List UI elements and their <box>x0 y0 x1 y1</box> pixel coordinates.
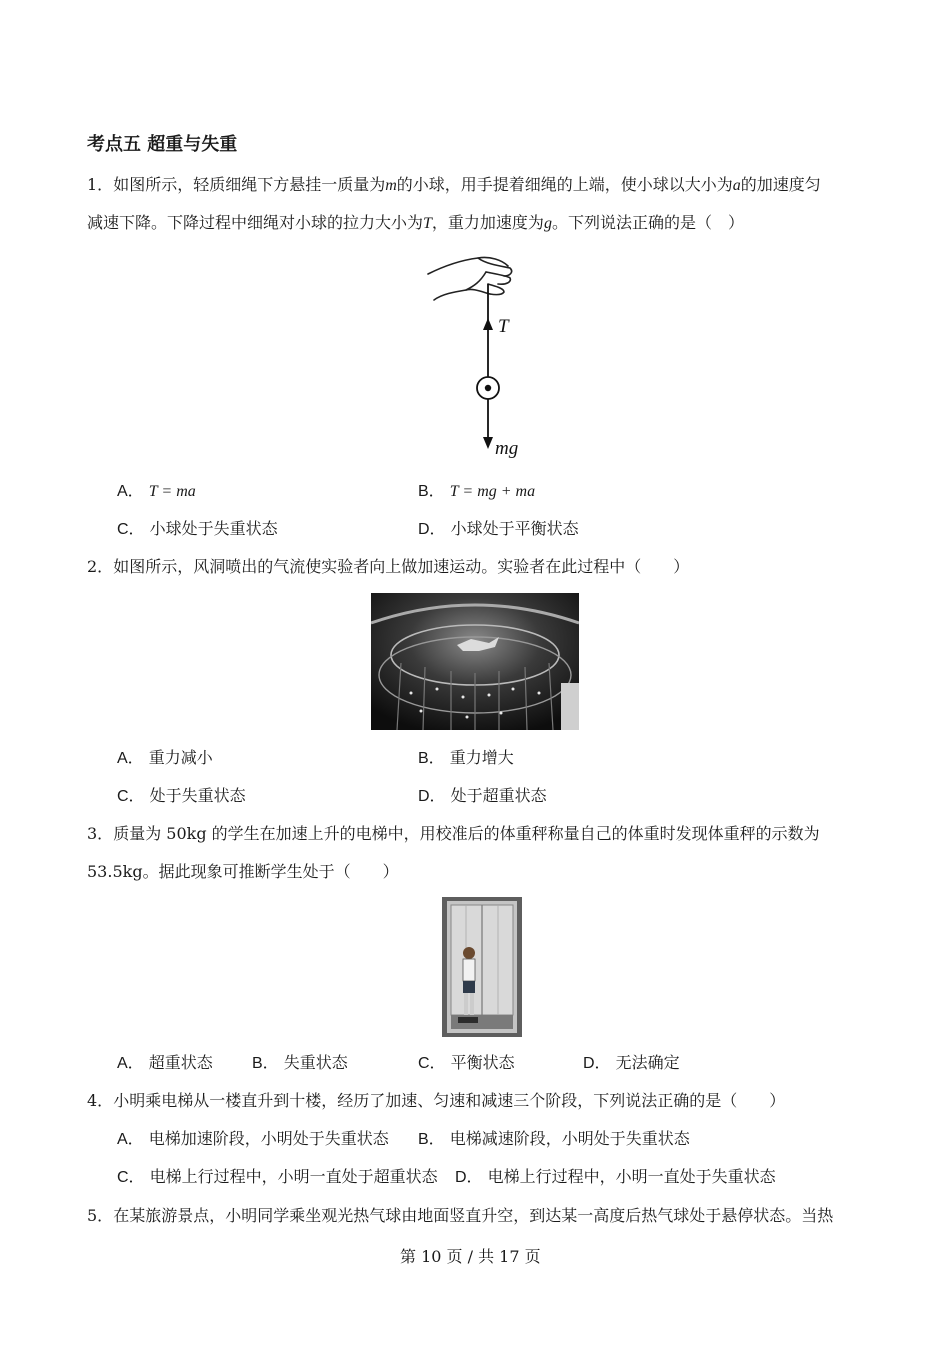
q1-option-b[interactable]: B． T = mg + ma <box>418 483 536 500</box>
q2-option-b[interactable]: B． 重力增大 <box>418 748 514 767</box>
q1-option-a[interactable]: A． T = ma <box>117 483 196 500</box>
q3-stem-line2: 53.5kg。据此现象可推断学生处于（ ） <box>87 862 399 881</box>
wind-tunnel-photo <box>371 593 579 730</box>
section-title: 考点五 超重与失重 <box>87 134 238 155</box>
q5-stem: 5．在某旅游景点，小明同学乘坐观光热气球由地面竖直升空，到达某一高度后热气球处于悬停状态。当热 <box>87 1206 834 1225</box>
gravity-label: mg <box>495 438 519 459</box>
q4-option-d[interactable]: D． 电梯上行过程中，小明一直处于失重状态 <box>455 1167 776 1186</box>
q1-option-c[interactable]: C． 小球处于失重状态 <box>117 519 278 538</box>
q1-force-diagram <box>420 252 540 464</box>
hand-icon <box>428 257 512 300</box>
q4-option-b[interactable]: B． 电梯减速阶段，小明处于失重状态 <box>418 1129 690 1148</box>
gravity-arrowhead <box>483 437 493 449</box>
page-footer: 第 10 页 / 共 17 页 <box>400 1247 541 1266</box>
q1-stem-line1: 1．如图所示，轻质细绳下方悬挂一质量为m的小球，用手提着细绳的上端，使小球以大小为a的加速度匀 <box>87 175 821 194</box>
tension-label: T <box>498 316 509 337</box>
q1-option-d[interactable]: D． 小球处于平衡状态 <box>418 519 579 538</box>
q3-option-d[interactable]: D． 无法确定 <box>583 1053 680 1072</box>
q4-option-a[interactable]: A． 电梯加速阶段，小明处于失重状态 <box>117 1129 389 1148</box>
q3-option-a[interactable]: A． 超重状态 <box>117 1053 213 1072</box>
q2-option-c[interactable]: C． 处于失重状态 <box>117 786 246 805</box>
q1-stem-line2: 减速下降。下降过程中细绳对小球的拉力大小为T，重力加速度为g。下列说法正确的是（ ） <box>87 213 744 232</box>
q3-option-b[interactable]: B． 失重状态 <box>252 1053 348 1072</box>
ball-center <box>485 385 491 391</box>
q4-option-c[interactable]: C． 电梯上行过程中，小明一直处于超重状态 <box>117 1167 438 1186</box>
tension-arrowhead <box>483 318 493 330</box>
scale-icon <box>458 1017 478 1023</box>
student-head <box>463 947 475 959</box>
q3-option-c[interactable]: C． 平衡状态 <box>418 1053 515 1072</box>
q2-option-a[interactable]: A． 重力减小 <box>117 748 213 767</box>
q2-stem: 2．如图所示，风洞喷出的气流使实验者向上做加速运动。实验者在此过程中（ ） <box>87 557 690 576</box>
q3-stem-line1: 3．质量为 50kg 的学生在加速上升的电梯中，用校准后的体重秤称量自己的体重时发现体重秤的示数为 <box>87 824 820 843</box>
q2-option-d[interactable]: D． 处于超重状态 <box>418 786 547 805</box>
elevator-image <box>442 897 522 1037</box>
q4-stem: 4．小明乘电梯从一楼直升到十楼，经历了加速、匀速和减速三个阶段，下列说法正确的是（ ） <box>87 1091 786 1110</box>
